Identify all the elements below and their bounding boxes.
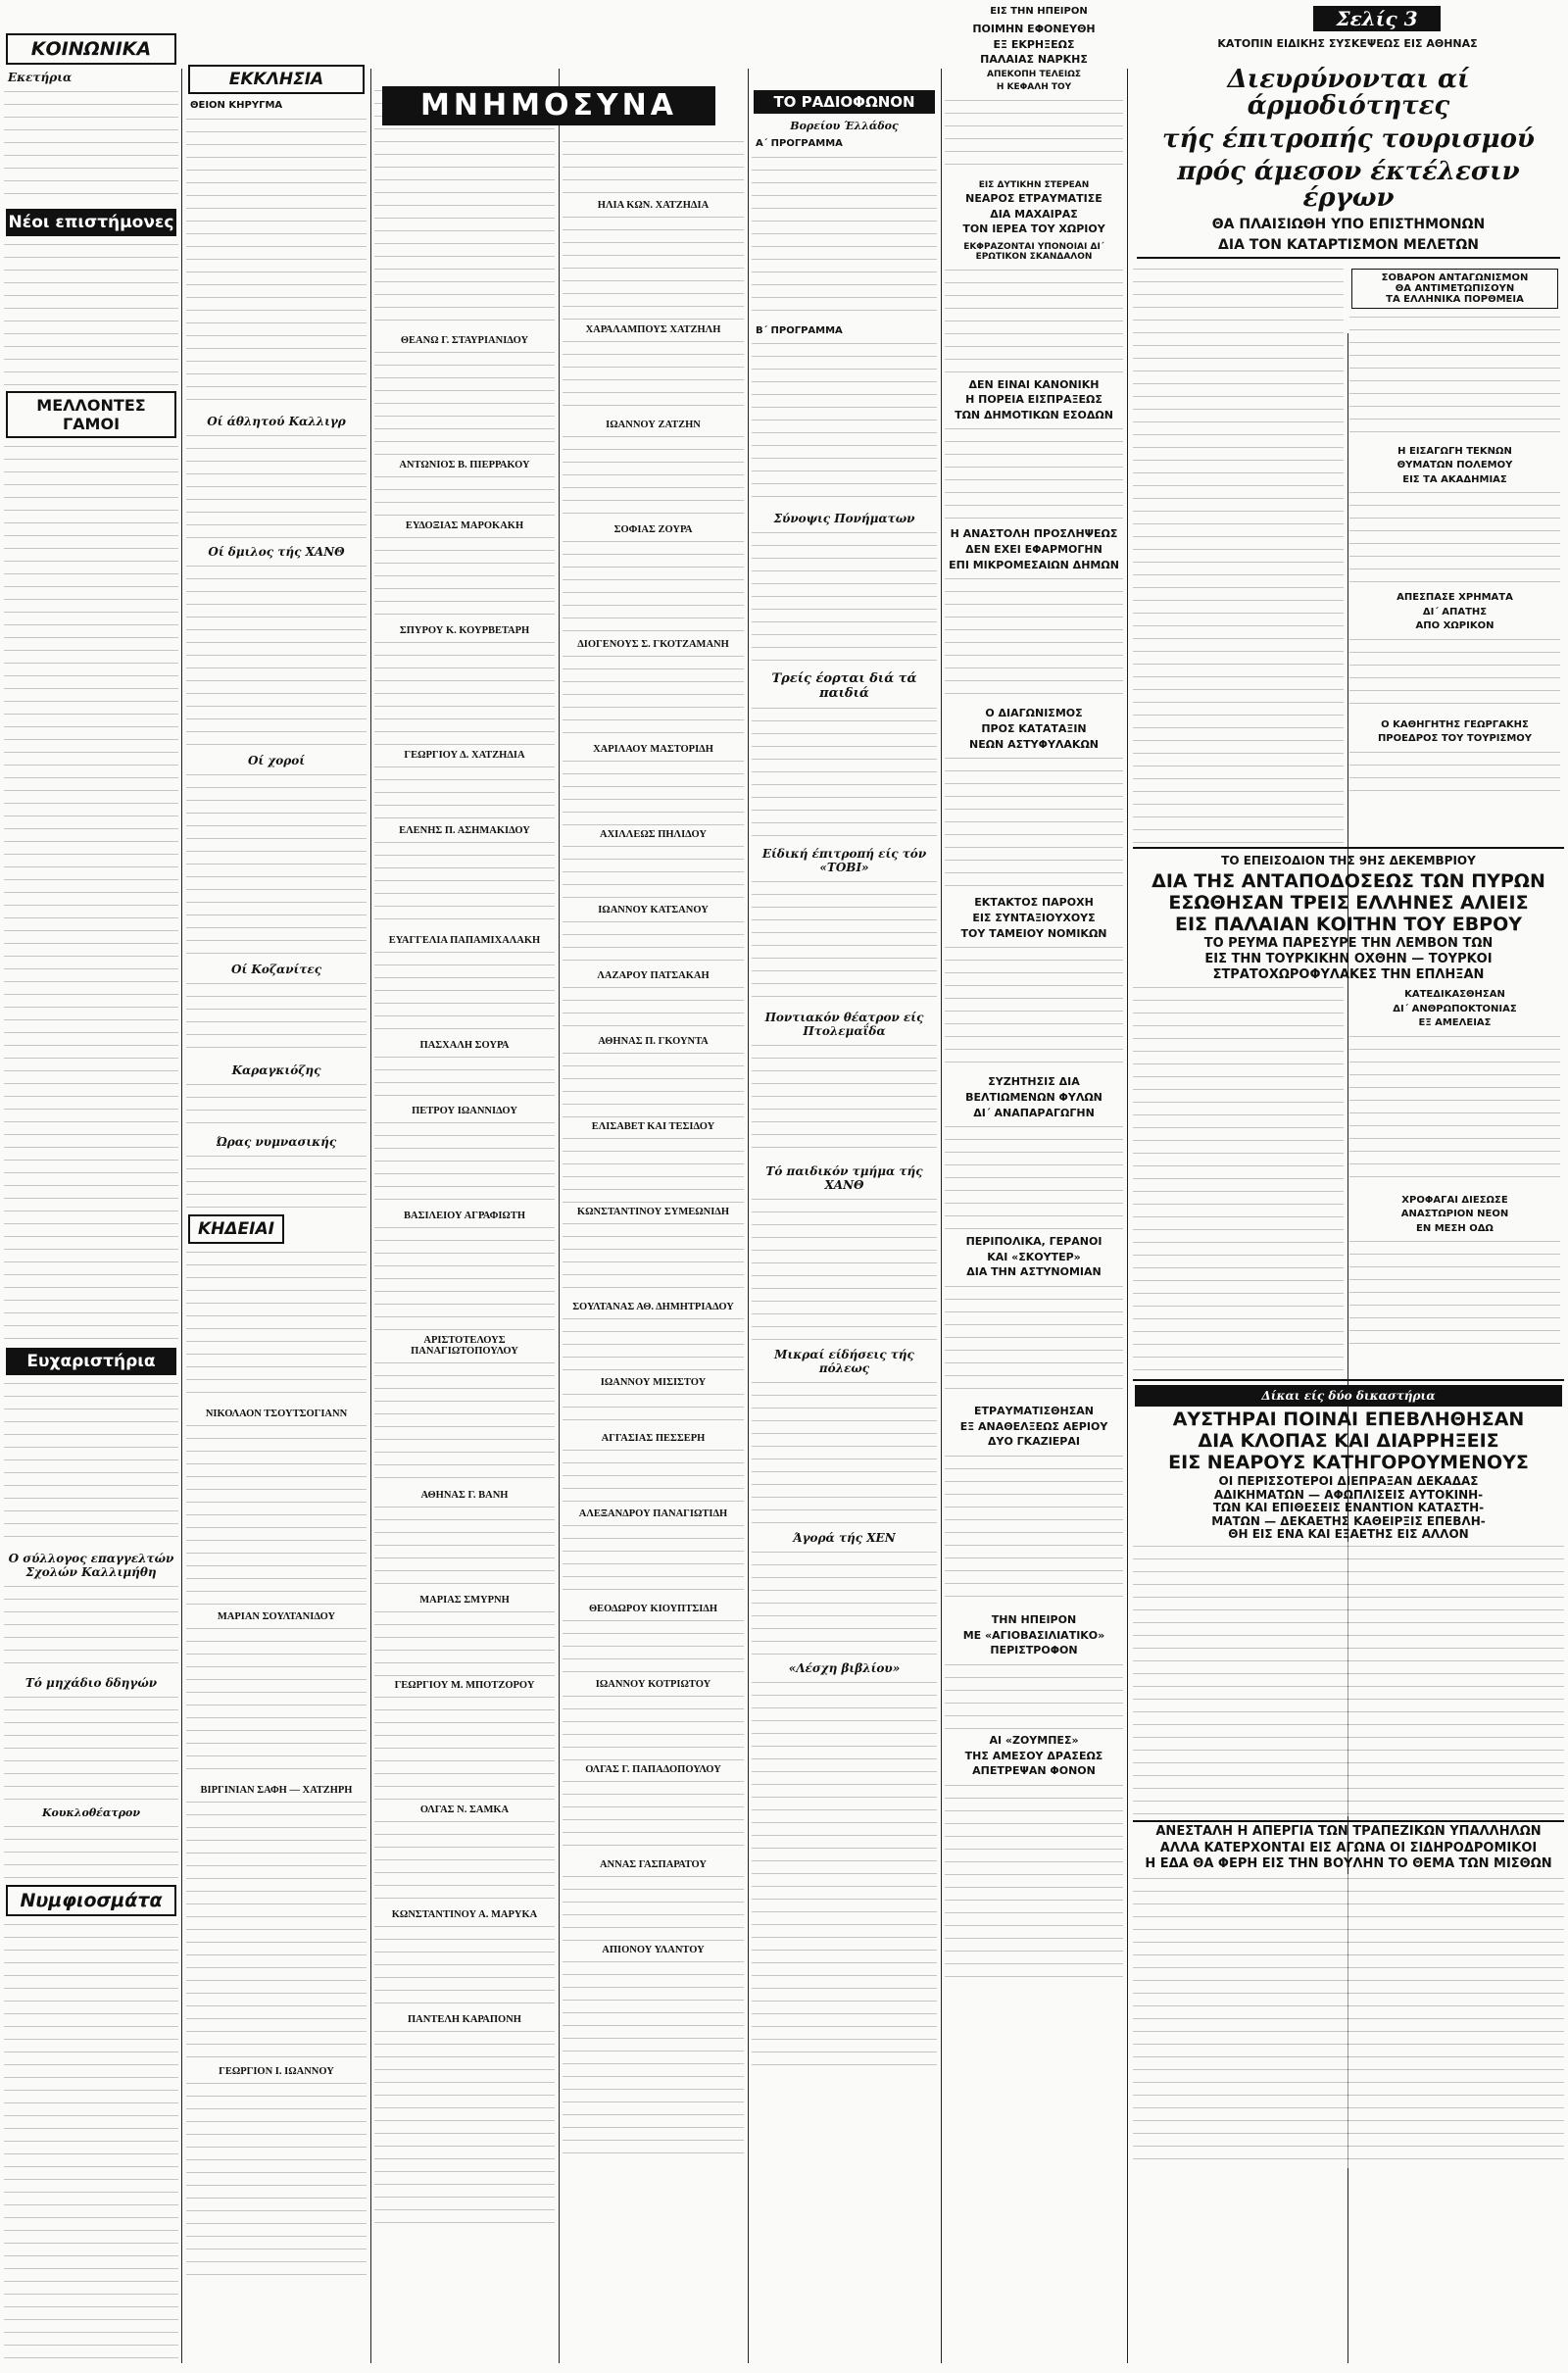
obituary-name: ΓΕΩΡΓΙΟΝ Ι. ΙΩΑΝΝΟΥ: [219, 2065, 334, 2077]
column-rule: [181, 69, 182, 2363]
lead-split: [1133, 265, 1564, 843]
headline-line: ΔΙ΄ ΑΝΘΡΩΠΟΚΤΟΝΙΑΣ: [1393, 1003, 1517, 1014]
memorial-name: ΕΥΔΟΞΙΑΣ ΜΑΡΟΚΑΚΗ: [405, 520, 524, 531]
memorial-name: ΙΩΑΝΝΟΥ ΚΟΤΡΙΩΤΟΥ: [595, 1679, 711, 1690]
article-text: [4, 442, 178, 1344]
article-text: [945, 1660, 1123, 1729]
lead-subheadline: ΔΙΑ ΤΟΝ ΚΑΤΑΡΤΙΣΜΟΝ ΜΕΛΕΤΩΝ: [1137, 238, 1560, 259]
column-rule: [941, 69, 942, 2363]
lead-subheadline: ΟΙ ΠΕΡΙΣΣΟΤΕΡΟΙ ΔΙΕΠΡΑΞΑΝ ΔΕΚΑΔΑΣ: [1218, 1474, 1479, 1488]
article-text: [563, 1872, 744, 1941]
article-text: [1349, 1237, 1560, 1355]
subheading-lesxi: «Λέσχη βιβλίου»: [788, 1661, 901, 1675]
article-text: [945, 1781, 1123, 1977]
lead-subheadline: ΤΟ ΡΕΥΜΑ ΠΑΡΕΣΥΡΕ ΤΗΝ ΛΕΜΒΟΝ ΤΩΝ: [1203, 936, 1494, 952]
subheading-xoroi: Οί χοροί: [247, 753, 306, 767]
article-text: [186, 2079, 367, 2275]
headline-line: ΔΙΑ ΤΗΝ ΑΣΤΥΝΟΜΙΑΝ: [966, 1265, 1102, 1279]
article-text: [945, 574, 1123, 702]
article-text: [374, 1922, 555, 2010]
lead-subheadline: ΕΙΣ ΤΗΝ ΤΟΥΡΚΙΚΗΝ ΟΧΘΗΝ — ΤΟΥΡΚΟΙ: [1204, 951, 1493, 966]
article-text: [4, 1379, 178, 1546]
headline-line: ΑΝΑΣΤΩΡΙΟΝ ΝΕΟΝ: [1400, 1209, 1509, 1220]
article-text: [4, 87, 178, 205]
headline-sub: ΑΠΕΚΟΠΗ ΤΕΛΕΙΩΣ: [986, 69, 1082, 79]
article-text: [563, 1957, 744, 2153]
column-mnimosyna: [374, 86, 555, 2363]
section-efxaristiria: Ευχαριστήρια: [6, 1348, 176, 1375]
memorial-name: ΑΛΕΞΑΝΔΡΟΥ ΠΑΝΑΓΙΩΤΙΔΗ: [578, 1508, 728, 1519]
column-rule: [370, 69, 371, 2363]
obituary-name: ΝΙΚΟΛΑΟΝ ΤΣΟΥΤΣΟΓΙΑΝΝ: [205, 1408, 348, 1419]
memorial-name: ΣΠΥΡΟΥ Κ. ΚΟΥΡΒΕΤΑΡΗ: [399, 625, 530, 636]
article-text: [374, 763, 555, 821]
subheading-mikrai: Μικραί είδήσεις τής πόλεως: [774, 1348, 914, 1375]
memorial-name: ΜΑΡΙΑΣ ΣΜΥΡΝΗ: [419, 1595, 510, 1606]
rule: [1133, 847, 1564, 849]
memorial-name: ΑΠΙΟΝΟΥ ΥΛΑΝΤΟΥ: [602, 1945, 705, 1955]
column-church: [186, 61, 367, 2363]
lead-headline-line: ΑΥΣΤΗΡΑΙ ΠΟΙΝΑΙ ΕΠΕΒΛΗΘΗΣΑΝ: [1172, 1409, 1525, 1431]
memorial-name: ΛΑΖΑΡΟΥ ΠΑΤΣΑΚΑΗ: [597, 970, 710, 981]
headline-line: ΤΩΝ ΔΗΜΟΤΙΚΩΝ ΕΣΟΔΩΝ: [955, 408, 1113, 421]
article-text: [752, 1678, 937, 2070]
article-text: [374, 1359, 555, 1486]
article-text: [752, 1041, 937, 1159]
article-text: [752, 877, 937, 1005]
column-lead: [1133, 61, 1564, 2363]
article-text: [186, 1152, 367, 1211]
article-text: [374, 948, 555, 1036]
memorial-name: ΕΛΕΝΗΣ Π. ΑΣΗΜΑΚΙΔΟΥ: [399, 825, 530, 836]
headline-line: ΤΟΝ ΙΕΡΕΑ ΤΟΥ ΧΩΡΙΟΥ: [962, 222, 1105, 236]
memorial-name: ΧΑΡΑΛΑΜΠΟΥΣ ΧΑΤΖΗΛΗ: [585, 324, 721, 335]
lead-headline-line: ΑΝΕΣΤΑΛΗ Η ΑΠΕΡΓΙΑ ΤΩΝ ΤΡΑΠΕΖΙΚΩΝ ΥΠΑΛΛΗΛΩΝ: [1155, 1823, 1542, 1839]
lead-headline-line: Διευρύνονται αί άρμοδιότητες: [1227, 65, 1470, 122]
memorial-name: ΑΧΙΛΛΕΩΣ ΠΗΛΙΔΟΥ: [600, 829, 707, 840]
article-text: [752, 1378, 937, 1525]
article-text: [374, 1118, 555, 1207]
headline-sub: ΕΚΦΡΑΖΟΝΤΑΙ ΥΠΟΝΟΙΑΙ ΔΙ΄ ΕΡΩΤΙΚΟΝ ΣΚΑΝΔΑΛΟΝ: [963, 241, 1104, 263]
lead-headline-line: ΕΙΣ ΠΑΛΑΙΑΝ ΚΟΙΤΗΝ ΤΟΥ ΕΒΡΟΥ: [1174, 914, 1523, 936]
article-text: [4, 1920, 178, 2363]
headline-line: ΑΠΕΤΡΕΨΑΝ ΦΟΝΟΝ: [972, 1764, 1096, 1778]
lead-subheadline: ΜΑΤΩΝ — ΔΕΚΑΕΤΗΣ ΚΑΘΕΙΡΞΙΣ ΕΠΕΒΛΗ-: [1211, 1513, 1486, 1528]
obituary-name: ΜΑΡΙΑΝ ΣΟΥΛΤΑΝΙΔΟΥ: [217, 1610, 336, 1622]
memorial-name: ΧΑΡΙΛΑΟΥ ΜΑΣΤΟΡΙΔΗ: [593, 744, 713, 755]
subheading-pontikon: Ποντιακόν θέατρον είς Πτολεμαΐδα: [764, 1011, 924, 1038]
column-rule: [748, 69, 749, 2363]
headline-pre: ΕΙΣ ΔΥΤΙΚΗΝ ΣΤΕΡΕΑΝ: [978, 179, 1090, 190]
headline-line: ΕΠΙ ΜΙΚΡΟΜΕΣΑΙΩΝ ΔΗΜΩΝ: [949, 558, 1119, 571]
page-header: [0, 0, 1568, 69]
subheading-treis-eortai: Τρείς έορται διά τά παιδιά: [771, 671, 917, 701]
article-text: [563, 537, 744, 635]
article-text: [374, 638, 555, 746]
lead-headline-line: τής έπιτροπής τουρισμού: [1162, 124, 1535, 154]
memorial-name: ΑΓΓΑΣΙΑΣ ΠΕΣΣΕΡΗ: [601, 1433, 706, 1444]
article-text: [563, 1521, 744, 1600]
article-text: [945, 1452, 1123, 1608]
headline-line: ΑΠΕΣΠΑΣΕ ΧΡΗΜΑΤΑ: [1396, 592, 1513, 604]
column-rule: [559, 69, 560, 2363]
article-text: [186, 1248, 367, 1405]
headline-line: ΚΑΤΕΔΙΚΑΣΘΗΣΑΝ: [1404, 989, 1505, 1001]
article-text: [1133, 1542, 1564, 1816]
subheading-karagiozis: Καραγκιόζης: [231, 1063, 321, 1077]
article-text: [563, 757, 744, 825]
section-koinonika: ΚΟΙΝΩΝΙΚΑ: [6, 33, 176, 65]
headline-line: ΕΞ ΑΝΑΘΕΛΞΕΩΣ ΑΕΡΙΟΥ: [959, 1419, 1108, 1433]
article-text: [563, 842, 744, 901]
headline-sub: Η ΚΕΦΑΛΗ ΤΟΥ: [996, 82, 1072, 93]
headline-line: ΔΙ΄ ΑΝΑΠΑΡΑΓΩΓΗΝ: [973, 1106, 1095, 1119]
headline-line: ΠΡΟΕΔΡΟΣ ΤΟΥ ΤΟΥΡΙΣΜΟΥ: [1377, 733, 1533, 745]
column-mnimosyna-2: [563, 137, 744, 2363]
article-text: [945, 424, 1123, 522]
headline-line: ΝΕΑΡΟΣ ΕΤΡΑΥΜΑΤΙΣΕ: [965, 191, 1102, 205]
article-text: [374, 472, 555, 517]
memorial-name: ΕΛΙΣΑΒΕΤ ΚΑΙ ΤΕΣΙΔΟΥ: [591, 1121, 715, 1132]
lead-article: [1133, 265, 1344, 843]
side-articles: [1349, 265, 1560, 843]
memorial-name: ΑΘΗΝΑΣ Π. ΓΚΟΥΝΤΑ: [598, 1036, 709, 1047]
headline-line: ΤΑ ΕΛΛΗΝΙΚΑ ΠΟΡΘΜΕΙΑ: [1386, 293, 1524, 305]
article-text: [374, 1693, 555, 1801]
lead-headline-line: Η ΕΔΑ ΘΑ ΦΕΡΗ ΕΙΣ ΤΗΝ ΒΟΥΛΗΝ ΤΟ ΘΕΜΑ ΤΩΝ ΜΙΣΘΩΝ: [1145, 1856, 1552, 1872]
page-sublabel: ΚΑΤΟΠΙΝ ΕΙΔΙΚΗΣ ΣΥΣΚΕΨΕΩΣ ΕΙΣ ΑΘΗΝΑΣ: [1217, 37, 1478, 50]
article-text: [186, 431, 367, 539]
article-text: [752, 704, 937, 841]
headline-line: ΝΕΩΝ ΑΣΤΥΦΥΛΑΚΩΝ: [968, 737, 1100, 751]
article-text: [1349, 488, 1560, 586]
article-text: [4, 1582, 178, 1670]
headline-line: ΠΡΟΣ ΚΑΤΑΤΑΞΙΝ: [981, 722, 1087, 736]
article-text: [4, 1822, 178, 1881]
memorial-name: ΑΝΤΩΝΙΟΣ Β. ΠΙΕΡΡΑΚΟΥ: [399, 460, 530, 470]
article-text: [186, 979, 367, 1058]
header-left-label: ΕΙΣ ΤΗΝ ΗΠΕΙΡΟΝ: [990, 6, 1088, 17]
headline-line: ΣΥΖΗΤΗΣΙΣ ΔΙΑ: [988, 1075, 1080, 1089]
article-text: [563, 917, 744, 966]
article-text: [945, 1122, 1123, 1230]
headline-line: ΕΞ ΕΚΡΗΞΕΩΣ: [993, 37, 1075, 51]
article-text: [1133, 1874, 1564, 2168]
subheading-kozanites: Οί Κοζανίτες: [230, 962, 322, 976]
subheading-agora: Άγορά τής ΧΕΝ: [793, 1531, 896, 1545]
article-text: [563, 1134, 744, 1203]
memorial-name: ΟΛΓΑΣ Ν. ΣΑΜΚΑ: [419, 1804, 510, 1815]
program-listing: [752, 339, 937, 506]
article-text: [563, 1777, 744, 1855]
memorial-name: ΠΑΝΤΕΛΗ ΚΑΡΑΠΟΝΗ: [408, 2014, 521, 2025]
article-text: [945, 96, 1123, 174]
column-radio: [752, 86, 937, 2363]
column-rule: [1127, 69, 1128, 2363]
headline-line: Η ΕΙΣΑΓΩΓΗ ΤΕΚΝΩΝ: [1397, 445, 1512, 457]
article-text: [374, 2027, 555, 2223]
article-text: [945, 754, 1123, 891]
article-text: [752, 528, 937, 666]
headline-line: ΠΑΛΑΙΑΣ ΝΑΡΚΗΣ: [980, 53, 1088, 67]
headline-line: ΘΑ ΑΝΤΙΜΕΤΩΠΙΣΟΥΝ: [1395, 282, 1515, 294]
subheading-eketeria: Εκετήρια: [8, 71, 73, 84]
section-mnimosyna: ΜΝΗΜΟΣΥΝΑ: [382, 86, 715, 125]
article-text: [186, 770, 367, 957]
section-kideiai: ΚΗΔΕΙΑΙ: [188, 1214, 284, 1244]
memorial-name: ΑΡΙΣΤΟΤΕΛΟΥΣ ΠΑΝΑΓΙΩΤΟΠΟΥΛΟΥ: [411, 1335, 518, 1357]
memorial-name: ΒΑΣΙΛΕΙΟΥ ΑΓΡΑΦΙΩΤΗ: [404, 1211, 525, 1221]
rule: [1133, 1379, 1564, 1381]
article-text: [945, 943, 1123, 1070]
article-text: [186, 1798, 367, 2062]
memorial-name: ΗΛΙΑ ΚΩΝ. ΧΑΤΖΗΔΙΑ: [597, 200, 710, 211]
article-text: [186, 1421, 367, 1607]
headline-line: ΔΙ΄ ΑΠΑΤΗΣ: [1422, 606, 1488, 618]
article-text: [186, 1080, 367, 1129]
memorial-name: ΠΕΤΡΟΥ ΙΩΑΝΝΙΔΟΥ: [412, 1106, 517, 1116]
article-text: [563, 1616, 744, 1675]
article-text: [563, 652, 744, 740]
memorial-name: ΟΛΓΑΣ Γ. ΠΑΠΑΔΟΠΟΥΛΟΥ: [585, 1764, 721, 1775]
article-text: [374, 1223, 555, 1331]
memorial-name: ΑΘΗΝΑΣ Γ. ΒΑΝΗ: [420, 1490, 509, 1501]
article-text: [563, 1049, 744, 1117]
headline-line: ΕΤΡΑΥΜΑΤΙΣΘΗΣΑΝ: [974, 1405, 1094, 1418]
program-a-label: Α΄ ΠΡΟΓΡΑΜΜΑ: [756, 138, 843, 149]
episode-article: [1133, 983, 1344, 1375]
lead-subheadline: ΣΤΡΑΤΟΧΩΡΟΦΥΛΑΚΕΣ ΤΗΝ ΕΠΛΗΞΑΝ: [1212, 966, 1485, 982]
rule: [1133, 1820, 1564, 1822]
memorial-name: ΚΩΝΣΤΑΝΤΙΝΟΥ Α. ΜΑΡΥΚΑ: [391, 1909, 538, 1920]
headline-line: ΤΗΝ ΗΠΕΙΡΟΝ: [991, 1613, 1077, 1627]
article-text: [563, 1692, 744, 1760]
headline-line: ΔΕΝ ΕΧΕΙ ΕΦΑΡΜΟΓΗΝ: [965, 543, 1102, 557]
article-text: [1349, 1032, 1560, 1189]
article-text: [374, 1607, 555, 1676]
headline-line: ΚΑΙ «ΣΚΟΥΤΕΡ»: [987, 1250, 1081, 1263]
lead-subheadline: ΘΗ ΕΙΣ ΕΝΑ ΚΑΙ ΕΞΑΕΤΗΣ ΕΙΣ ΑΛΛΟΝ: [1228, 1527, 1469, 1542]
program-b-label: Β΄ ΠΡΟΓΡΑΜΜΑ: [756, 324, 843, 336]
headline-line: ΠΕΡΙΠΟΛΙΚΑ, ΓΕΡΑΝΟΙ: [965, 1235, 1102, 1249]
section-neoi-epistimones: Νέοι επιστήμονες: [6, 209, 176, 236]
memorial-name: ΓΕΩΡΓΙΟΥ Δ. ΧΑΤΖΗΔΙΑ: [404, 750, 525, 761]
article-text: [752, 1548, 937, 1656]
lead-subheadline: ΤΩΝ ΚΑΙ ΕΠΙΘΕΣΕΙΣ ΕΝΑΝΤΙΟΝ ΚΑΤΑΣΤΗ-: [1212, 1501, 1485, 1515]
headline-line: ΒΕΛΤΙΩΜΕΝΩΝ ΦΥΛΩΝ: [965, 1090, 1102, 1104]
article-text: [1133, 265, 1344, 843]
subheading-syllogos: Ο σύλλογος επαγγελτών Σχολών Καλλιμήθη: [8, 1552, 174, 1579]
subheading-synoptika: Σύνοψις Πονήματων: [773, 512, 915, 525]
headline-line: ΠΕΡΙΣΤΡΟΦΟΝ: [990, 1644, 1078, 1657]
headline-line: ΕΞ ΑΜΕΛΕΙΑΣ: [1418, 1017, 1492, 1029]
lead-subheadline: ΑΔΙΚΗΜΑΤΩΝ — ΑΦΩΠΛΙΣΕΙΣ ΑΥΤΟΚΙΝΗ-: [1213, 1487, 1484, 1502]
lead-headline-line: ΔΙΑ ΤΗΣ ΑΝΤΑΠΟΔΟΣΕΩΣ ΤΩΝ ΠΥΡΩΝ: [1152, 870, 1545, 893]
headline-line: ΣΟΒΑΡΟΝ ΑΝΤΑΓΩΝΙΣΜΟΝ: [1381, 272, 1529, 283]
article-text: [374, 533, 555, 621]
lead-headline-line: ΕΣΩΘΗΣΑΝ ΤΡΕΙΣ ΕΛΛΗΝΕΣ ΑΛΙΕΙΣ: [1168, 892, 1529, 915]
article-text: [374, 838, 555, 931]
headline-line: ΕΝ ΜΕΣΗ ΟΔΩ: [1416, 1222, 1494, 1234]
subheading-radio-station: Βορείου Έλλάδος: [790, 120, 899, 132]
article-text: [563, 1446, 744, 1505]
article-text: [563, 213, 744, 321]
section-mellontes-gamoi: ΜΕΛΛΟΝΤΕΣ ΓΑΜΟΙ: [6, 391, 176, 438]
subheading-paidikon: Τό παιδικόν τμήμα τής ΧΑΝΘ: [765, 1164, 923, 1192]
article-text: [563, 983, 744, 1032]
headline-line: ΕΚΤΑΚΤΟΣ ΠΑΡΟΧΗ: [974, 896, 1094, 910]
lead-subheadline: ΘΑ ΠΛΑΙΣΙΩΘΗ ΥΠΟ ΕΠΙΣΤΗΜΟΝΩΝ: [1211, 217, 1486, 233]
article-text: [563, 1314, 744, 1373]
headline-line: ΕΙΣ ΣΥΝΤΑΞΙΟΥΧΟΥΣ: [972, 911, 1096, 924]
headline-line: ΔΕΝ ΕΙΝΑΙ ΚΑΝΟΝΙΚΗ: [968, 377, 1100, 391]
article-text: [374, 1503, 555, 1591]
page-number-label: Σελίς 3: [1313, 6, 1441, 31]
article-text: [945, 1282, 1123, 1400]
headline-line: ΕΙΣ ΤΑ ΑΚΑΔΗΜΙΑΣ: [1402, 473, 1507, 485]
side-articles-2: [1349, 983, 1560, 1375]
article-text: [374, 1053, 555, 1102]
subheading-athlitou: Οί άθλητού Καλλιγρ: [207, 414, 346, 428]
headline-line: ΤΟΥ ΤΑΜΕΙΟΥ ΝΟΜΙΚΩΝ: [960, 926, 1107, 940]
article-text: [4, 1693, 178, 1801]
memorial-name: ΣΟΦΙΑΣ ΖΟΥΡΑ: [613, 524, 693, 535]
article-text: [1349, 635, 1560, 714]
memorial-name: ΘΕΑΝΩ Γ. ΣΤΑΥΡΙΑΝΙΔΟΥ: [400, 335, 529, 346]
side-headline-box: [1351, 269, 1558, 309]
section-ekklisia: ΕΚΚΛΗΣΙΑ: [188, 65, 365, 94]
article-text: [1349, 748, 1560, 797]
headline-line: Ο ΚΑΘΗΓΗΤΗΣ ΓΕΩΡΓΑΚΗΣ: [1381, 718, 1529, 730]
subheading-omilos: Οί δμιλος τής ΧΑΝΘ: [208, 544, 345, 559]
lead-headline-line: ΑΛΛΑ ΚΑΤΕΡΧΟΝΤΑΙ ΕΙΣ ΑΓΩΝΑ ΟΙ ΣΙΔΗΡΟΔΡΟΜΙΚΟΙ: [1159, 1840, 1538, 1855]
article-text: [563, 337, 744, 416]
headline-line: Ο ΔΙΑΓΩΝΙΣΜΟΣ: [985, 707, 1083, 720]
article-text: [186, 1624, 367, 1781]
memorial-name: ΚΩΝΣΤΑΝΤΙΝΟΥ ΣΥΜΕΩΝΙΔΗ: [576, 1207, 730, 1217]
headline-line: ΘΥΜΑΤΩΝ ΠΟΛΕΜΟΥ: [1396, 460, 1513, 471]
article-text: [374, 348, 555, 456]
article-text: [374, 1817, 555, 1905]
article-text: [563, 1390, 744, 1429]
lead-headline-line: ΕΙΣ ΝΕΑΡΟΥΣ ΚΑΤΗΓΟΡΟΥΜΕΝΟΥΣ: [1168, 1452, 1529, 1474]
headline-line: Η ΠΟΡΕΙΑ ΕΙΣΠΡΑΞΕΩΣ: [965, 393, 1102, 407]
subheading-kouklotheatro: Κουκλοθέατρον: [42, 1806, 140, 1819]
memorial-name: ΔΙΟΓΕΝΟΥΣ Σ. ΓΚΟΤΖΑΜΑΝΗ: [577, 639, 729, 650]
article-text: [945, 266, 1123, 373]
article-text: [563, 137, 744, 196]
memorial-name: ΕΥΑΓΓΕΛΙΑ ΠΑΠΑΜΙΧΑΛΑΚΗ: [388, 935, 541, 946]
headline-line: ΔΥΟ ΓΚΑΖΙΕΡΑΙ: [988, 1435, 1080, 1449]
subheading-ora: Ώρας νυμνασικής: [216, 1134, 337, 1149]
section-nymfiosmata: Νυμφιοσμάτα: [6, 1885, 176, 1916]
memorial-name: ΙΩΑΝΝΟΥ ΖΑΤΖΗΝ: [606, 420, 701, 430]
memorial-name: ΙΩΑΝΝΟΥ ΚΑΤΣΑΝΟΥ: [598, 905, 709, 915]
article-text: [4, 240, 178, 387]
subheading-thion-kirygma: ΘΕΙΟΝ ΚΗΡΥΓΜΑ: [190, 100, 283, 111]
memorial-name: ΘΕΟΔΩΡΟΥ ΚΙΟΥΠΤΣΙΔΗ: [588, 1604, 718, 1614]
memorial-name: ΠΑΣΧΑΛΗ ΣΟΥΡΑ: [419, 1040, 510, 1051]
obituary-name: ΒΙΡΓΙΝΙΑΝ ΣΑΦΗ — ΧΑΤΖΗΡΗ: [200, 1784, 353, 1796]
headline-line: ΤΗΣ ΑΜΕΣΟΥ ΔΡΑΣΕΩΣ: [964, 1749, 1103, 1762]
episode-split: [1133, 983, 1564, 1375]
headline-pre: ΤΟ ΕΠΕΙΣΟΔΙΟΝ ΤΗΣ 9ΗΣ ΔΕΚΕΜΒΡΙΟΥ: [1221, 853, 1476, 867]
memorial-name: ΣΟΥΛΤΑΝΑΣ ΑΘ. ΔΗΜΗΤΡΙΑΔΟΥ: [572, 1302, 734, 1312]
headline-line: ΜΕ «ΑΓΙΟΒΑΣΙΛΙΑΤΙΚΟ»: [962, 1628, 1105, 1642]
article-text: [752, 1195, 937, 1342]
article-text: [1133, 983, 1344, 1375]
headline-line: ΠΟΙΜΗΝ ΕΦΟΝΕΥΘΗ: [972, 24, 1096, 35]
headline-line: ΑΙ «ΖΟΥΜΠΕΣ»: [989, 1733, 1079, 1747]
headline-line: ΑΠΟ ΧΩΡΙΚΟΝ: [1415, 620, 1494, 632]
headline-line: ΧΡΟΦΑΓΑΙ ΔΙΕΣΩΣΕ: [1401, 1194, 1508, 1206]
article-text: [1349, 313, 1560, 440]
memorial-name: ΑΝΝΑΣ ΓΑΣΠΑΡΑΤΟΥ: [599, 1859, 708, 1870]
article-text: [186, 562, 367, 748]
headline-line: Η ΑΝΑΣΤΟΛΗ ΠΡΟΣΛΗΨΕΩΣ: [950, 527, 1118, 541]
article-text: [563, 432, 744, 520]
section-radiofono: ΤΟ ΡΑΔΙΟΦΩΝΟΝ: [754, 90, 935, 114]
headline-line: ΔΙΑ ΜΑΧΑΙΡΑΣ: [990, 207, 1078, 221]
program-listing: [752, 153, 937, 320]
subheading-odigon: Τό μηχάδιο δδηγών: [24, 1676, 158, 1690]
lead-headline-line: ΔΙΑ ΚΛΟΠΑΣ ΚΑΙ ΔΙΑΡΡΗΞΕΙΣ: [1198, 1430, 1499, 1453]
subheading-epitropi: Είδική έπιτροπή είς τόν «ΤΟΒΙ»: [761, 847, 927, 874]
courts-banner: Δίκαι είς δύο δικαστήρια: [1135, 1385, 1562, 1407]
lead-headline-line: πρός άμεσον έκτέλεσιν έργων: [1177, 156, 1520, 214]
memorial-name: ΓΕΩΡΓΙΟΥ Μ. ΜΠΟΤΖΟΡΟΥ: [394, 1680, 535, 1691]
column-news: [945, 24, 1123, 2363]
column-social: [4, 29, 178, 2363]
article-text: [563, 1219, 744, 1298]
memorial-name: ΙΩΑΝΝΟΥ ΜΙΣΙΣΤΟΥ: [600, 1377, 707, 1388]
article-text: [186, 115, 367, 409]
